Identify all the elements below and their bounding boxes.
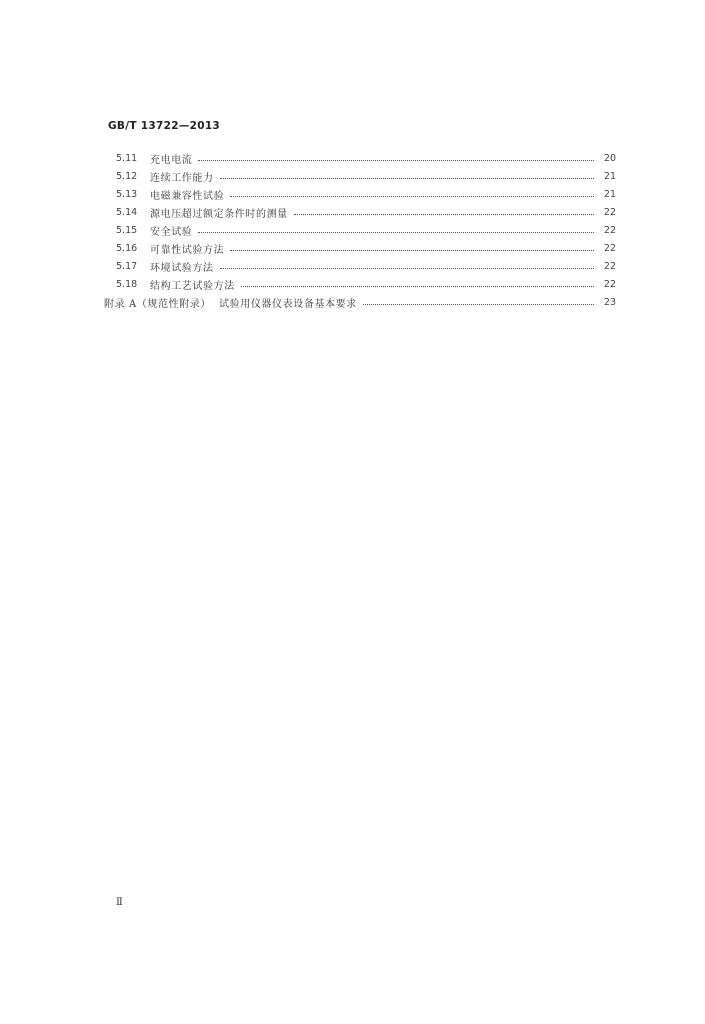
toc-leader-dots (294, 213, 594, 215)
toc-entry-number: 5.18 (116, 278, 138, 290)
toc-entry-page: 23 (603, 296, 616, 308)
toc-leader-dots (241, 285, 594, 287)
toc-entry-number: 5.15 (116, 224, 138, 236)
toc-entry-5-15 (116, 222, 616, 238)
toc-entry-5-17 (116, 258, 616, 274)
toc-entry-5-14 (116, 204, 616, 220)
standard-number-header: GB/T 13722—2013 (108, 120, 221, 132)
toc-entry-page: 22 (603, 242, 616, 254)
toc-leader-dots (363, 303, 594, 305)
toc-entry-title: 充电电流 (150, 154, 193, 166)
toc-entry-title: 结构工艺试验方法 (150, 280, 235, 292)
toc-entry-title: 环境试验方法 (150, 262, 214, 274)
toc-entry-title: 可靠性试验方法 (150, 244, 225, 256)
toc-entry-5-13 (116, 186, 616, 202)
toc-entry-page: 22 (603, 206, 616, 218)
toc-entry-title: 源电压超过额定条件时的测量 (150, 208, 288, 220)
toc-entry-5-18 (116, 276, 616, 292)
toc-entry-number: 5.13 (116, 188, 138, 200)
toc-entry-page: 21 (603, 188, 616, 200)
toc-leader-dots (198, 159, 594, 161)
toc-entry-appendix-a (104, 294, 616, 310)
toc-leader-dots (220, 267, 594, 269)
toc-leader-dots (230, 249, 594, 251)
toc-entry-page: 22 (603, 224, 616, 236)
toc-entry-title: 连续工作能力 (150, 172, 214, 184)
toc-entry-page: 22 (603, 260, 616, 272)
toc-entry-number: 5.11 (116, 152, 138, 164)
toc-leader-dots (198, 231, 594, 233)
toc-leader-dots (230, 195, 594, 197)
toc-entry-number: 5.17 (116, 260, 138, 272)
toc-entry-title: 安全试验 (150, 226, 193, 238)
toc-entry-5-16 (116, 240, 616, 256)
toc-entry-title: 电磁兼容性试验 (150, 190, 225, 202)
toc-entry-page: 21 (603, 170, 616, 182)
toc-entry-number: 5.14 (116, 206, 138, 218)
toc-entry-page: 22 (603, 278, 616, 290)
toc-appendix-title: 试验用仪器仪表设备基本要求 (219, 298, 357, 310)
toc-entry-5-12 (116, 168, 616, 184)
toc-leader-dots (220, 177, 594, 179)
toc-appendix-label: 附录 A（规范性附录） (104, 298, 212, 310)
toc-entry-number: 5.12 (116, 170, 138, 182)
toc-entry-5-11 (116, 150, 616, 166)
toc-entry-page: 20 (603, 152, 616, 164)
page-number: Ⅱ (116, 897, 123, 908)
toc-entry-number: 5.16 (116, 242, 138, 254)
